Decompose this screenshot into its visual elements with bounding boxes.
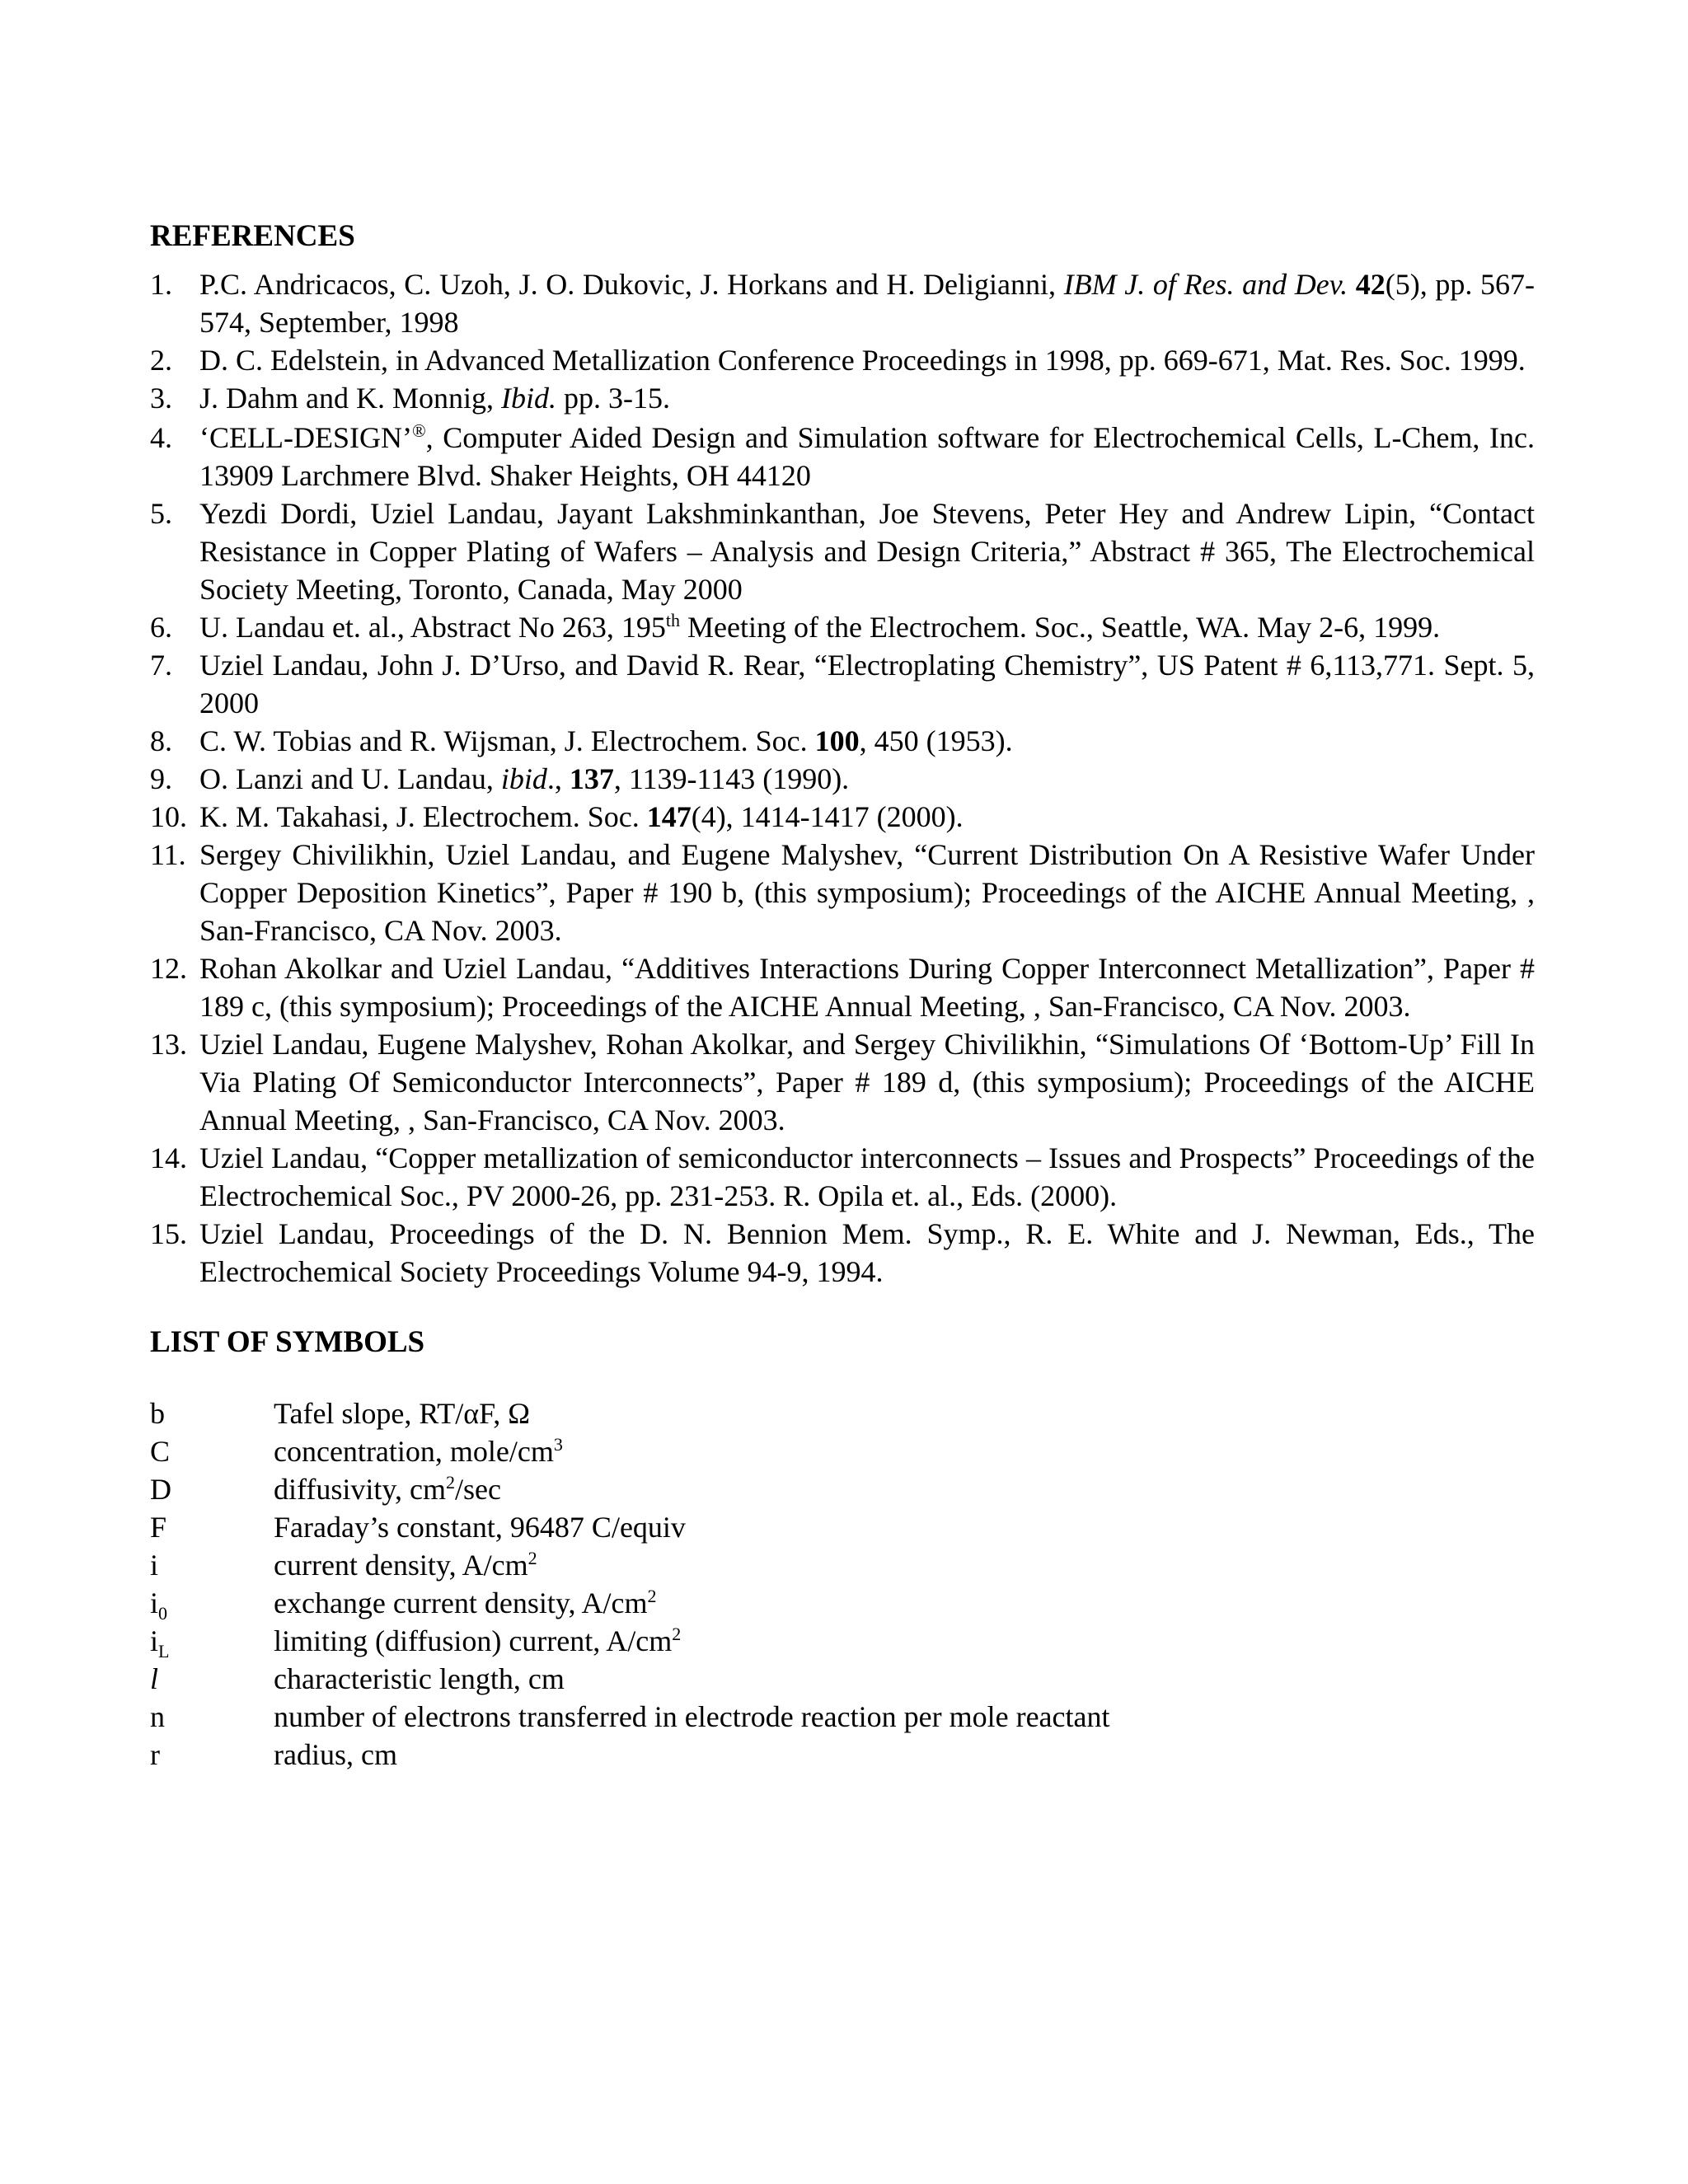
reference-text: O. Lanzi and U. Landau, <box>199 762 501 795</box>
symbols-list <box>150 1394 1535 1774</box>
reference-volume: 137 <box>569 762 614 795</box>
unit-exponent: 3 <box>553 1434 563 1455</box>
symbol-subscript: L <box>158 1641 170 1662</box>
page <box>150 218 1535 1774</box>
symbol-definition: characteristic length, cm <box>274 1662 565 1695</box>
reference-text: ‘CELL-DESIGN’ <box>199 421 412 454</box>
ordinal-suffix: th <box>665 610 680 630</box>
references-list <box>150 265 1535 1291</box>
reference-text: J. Dahm and K. Monnig, <box>199 382 501 415</box>
reference-number: 6. <box>150 611 172 644</box>
reference-text: Uziel Landau, Proceedings of the D. N. Bennion Mem. Symp., R. E. White and J. Newman, Eds., The Electrochemical Society Proceedings Volume 94-9, 1994. <box>199 1217 1535 1288</box>
symbol-definition: number of electrons transferred in electrode reaction per mole reactant <box>274 1700 1110 1733</box>
symbol-definition: Faraday’s constant, 96487 C/equiv <box>274 1511 686 1544</box>
reference-item-1 <box>150 265 1535 341</box>
unit-exponent: 2 <box>446 1472 455 1493</box>
symbol: F <box>150 1511 167 1544</box>
reference-number: 9. <box>150 762 172 795</box>
reference-number: 7. <box>150 649 172 682</box>
reference-text: , Computer Aided Design and Simulation software for Electrochemical Cells, L-Chem, Inc. 13909 Larchmere Blvd. Shaker Heights, OH 44120 <box>199 421 1535 492</box>
symbol: r <box>150 1738 160 1771</box>
symbol: n <box>150 1700 165 1733</box>
registered-mark: ® <box>411 420 426 441</box>
reference-text: Sergey Chivilikhin, Uziel Landau, and Eugene Malyshev, “Current Distribution On A Resistive Wafer Under Copper Deposition Kinetics”, Paper # 190 b, (this symposium); Proceedings of the AICHE Annual Meeting, , San-Francisco, CA Nov. 2003. <box>199 838 1535 947</box>
reference-item-12 <box>150 949 1535 1025</box>
symbol-row <box>150 1546 1535 1584</box>
reference-item-7 <box>150 646 1535 722</box>
symbol-row <box>150 1508 1535 1546</box>
symbol-row <box>150 1736 1535 1774</box>
reference-text: (5), pp. 567-574, September, 1998 <box>199 268 1536 339</box>
symbol-definition: exchange current density, A/cm <box>274 1586 648 1619</box>
reference-number: 11. <box>150 838 186 871</box>
symbol: C <box>150 1435 171 1468</box>
reference-text: Meeting of the Electrochem. Soc., Seattle, WA. May 2-6, 1999. <box>680 611 1441 644</box>
reference-volume: 42 <box>1355 268 1386 301</box>
reference-item-5 <box>150 494 1535 608</box>
reference-item-4 <box>150 419 1535 494</box>
unit-exponent: 2 <box>528 1548 537 1568</box>
reference-item-13 <box>150 1025 1535 1139</box>
symbol: D <box>150 1473 171 1506</box>
symbol: i <box>150 1549 159 1582</box>
reference-text: Uziel Landau, Eugene Malyshev, Rohan Akolkar, and Sergey Chivilikhin, “Simulations Of ‘Bottom-Up’ Fill In Via Plating Of Semiconductor Interconnects”, Paper # 189 d, (this symposium); Proceedings of the AICHE Annual Meeting, , San-Francisco, CA Nov. 2003. <box>199 1028 1535 1137</box>
symbol-row <box>150 1622 1535 1660</box>
reference-text: C. W. Tobias and R. Wijsman, J. Electrochem. Soc. <box>199 724 815 757</box>
reference-item-15 <box>150 1215 1535 1291</box>
reference-text: P.C. Andricacos, C. Uzoh, J. O. Dukovic, J. Horkans and H. Deligianni, <box>199 268 1064 301</box>
symbol-definition-tail: /sec <box>455 1473 501 1506</box>
reference-number: 13. <box>150 1028 187 1061</box>
symbol-row <box>150 1470 1535 1508</box>
reference-number: 4. <box>150 421 172 454</box>
reference-item-8 <box>150 722 1535 760</box>
symbol: l <box>150 1662 159 1695</box>
reference-number: 2. <box>150 344 172 377</box>
reference-item-14 <box>150 1139 1535 1215</box>
symbol-row <box>150 1394 1535 1432</box>
symbol: b <box>150 1397 165 1430</box>
symbol: i <box>150 1624 159 1657</box>
reference-text: Uziel Landau, John J. D’Urso, and David R. Rear, “Electroplating Chemistry”, US Patent # 6,113,771. Sept. 5, 2000 <box>199 649 1535 719</box>
symbol-row <box>150 1660 1535 1698</box>
reference-text: ., <box>546 762 570 795</box>
reference-item-9 <box>150 760 1535 798</box>
reference-item-11 <box>150 836 1535 949</box>
unit-exponent: 2 <box>647 1586 657 1606</box>
reference-item-3 <box>150 379 1535 417</box>
symbol-row <box>150 1584 1535 1622</box>
reference-text: , 450 (1953). <box>859 724 1013 757</box>
symbol-definition: diffusivity, cm <box>274 1473 446 1506</box>
reference-item-10 <box>150 798 1535 836</box>
reference-ibid: Ibid. <box>500 382 556 415</box>
reference-number: 15. <box>150 1217 187 1250</box>
symbol-definition: concentration, mole/cm <box>274 1435 554 1468</box>
reference-text: Rohan Akolkar and Uziel Landau, “Additives Interactions During Copper Interconnect Metallization”, Paper # 189 c, (this symposium); Proceedings of the AICHE Annual Meeting, , San-Francisco, CA Nov. 2003. <box>199 952 1535 1023</box>
reference-text: , 1139-1143 (1990). <box>613 762 850 795</box>
reference-number: 14. <box>150 1141 187 1174</box>
reference-ibid: ibid <box>500 762 547 795</box>
reference-text: Uziel Landau, “Copper metallization of semiconductor interconnects – Issues and Prospects” Proceedings of the Electrochemical Soc., PV 2000-26, pp. 231-253. R. Opila et. al., Eds. (2000). <box>199 1141 1535 1212</box>
reference-text: D. C. Edelstein, in Advanced Metallization Conference Proceedings in 1998, pp. 669-671, Mat. Res. Soc. 1999. <box>199 344 1526 377</box>
symbol-definition: radius, cm <box>274 1738 397 1771</box>
symbol-row <box>150 1698 1535 1736</box>
symbol-row <box>150 1432 1535 1470</box>
symbol-definition: Tafel slope, RT/αF, Ω <box>274 1397 531 1430</box>
symbols-heading: LIST OF SYMBOLS <box>150 1325 425 1359</box>
reference-number: 12. <box>150 952 187 985</box>
reference-text: K. M. Takahasi, J. Electrochem. Soc. <box>199 800 647 833</box>
reference-volume: 100 <box>814 724 860 757</box>
reference-journal: IBM J. of Res. and Dev. <box>1063 268 1348 301</box>
symbol-definition: limiting (diffusion) current, A/cm <box>274 1624 673 1657</box>
reference-item-6 <box>150 608 1535 646</box>
reference-number: 3. <box>150 382 172 415</box>
reference-text: (4), 1414-1417 (2000). <box>691 800 964 833</box>
symbol-subscript: 0 <box>158 1603 168 1624</box>
symbol: i <box>150 1586 159 1619</box>
reference-number: 1. <box>150 268 172 301</box>
symbol-definition: current density, A/cm <box>274 1549 528 1582</box>
reference-text: pp. 3-15. <box>556 382 670 415</box>
reference-volume: 147 <box>646 800 692 833</box>
reference-number: 5. <box>150 497 172 530</box>
unit-exponent: 2 <box>672 1624 682 1644</box>
reference-number: 10. <box>150 800 187 833</box>
references-heading: REFERENCES <box>150 219 355 253</box>
reference-text: Yezdi Dordi, Uziel Landau, Jayant Lakshminkanthan, Joe Stevens, Peter Hey and Andrew Lipin, “Contact Resistance in Copper Plating of Wafers – Analysis and Design Criteria,” Abstract # 365, The Electrochemical Society Meeting, Toronto, Canada, May 2000 <box>199 497 1535 606</box>
reference-number: 8. <box>150 724 172 757</box>
reference-item-2 <box>150 341 1535 379</box>
reference-text: U. Landau et. al., Abstract No 263, 195 <box>199 611 666 644</box>
